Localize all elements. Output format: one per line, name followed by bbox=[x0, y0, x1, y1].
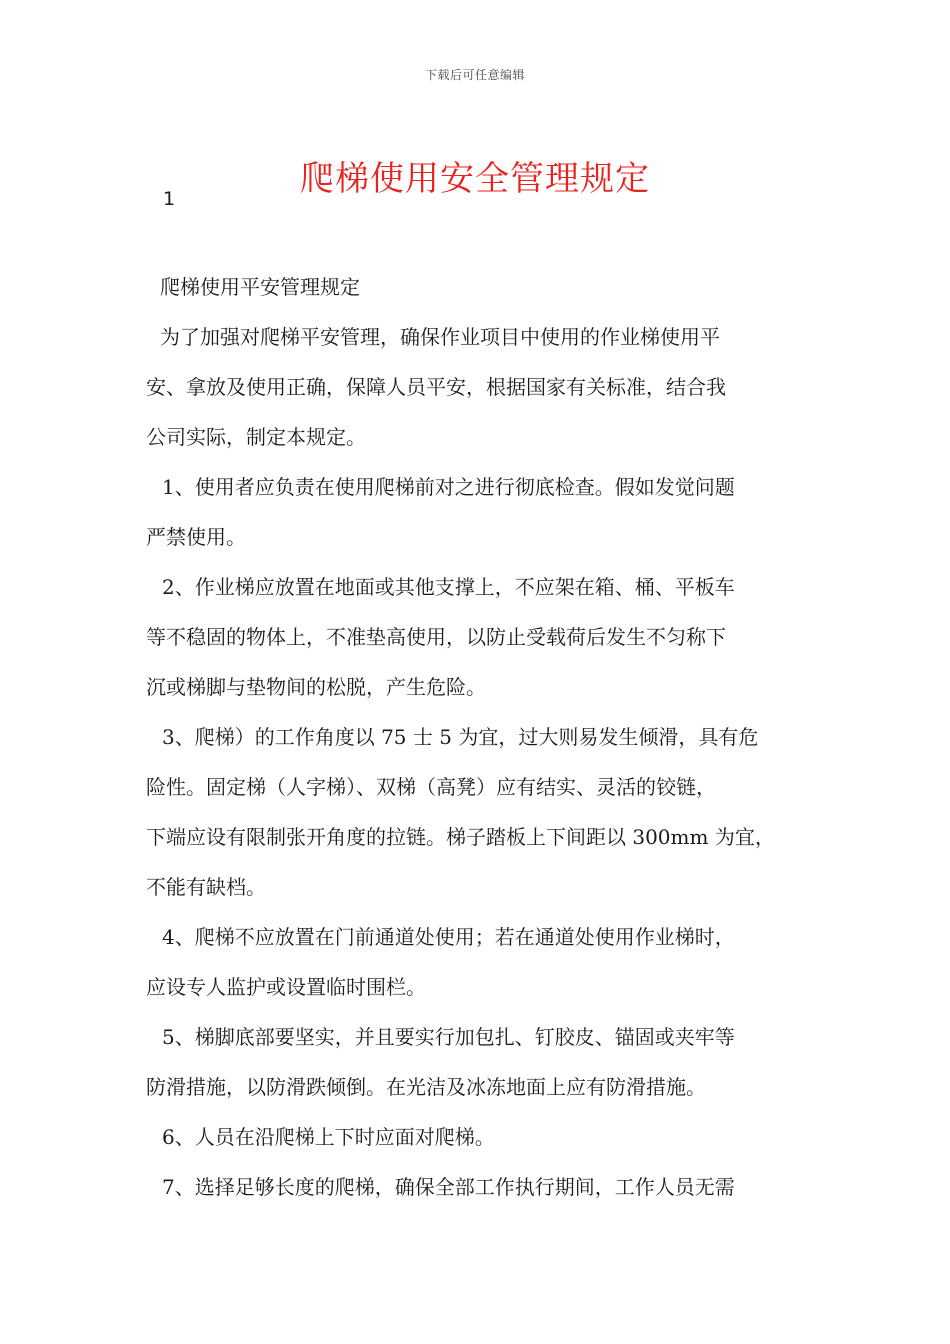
rule-3-line: 3、爬梯）的工作角度以 75 士 5 为宜，过大则易发生倾滑，具有危 bbox=[162, 725, 759, 749]
document-title: 爬梯使用安全管理规定 bbox=[300, 158, 650, 199]
rule-3-line: 险性。固定梯（人字梯）、双梯（高凳）应有结实、灵活的铰链， bbox=[146, 775, 716, 799]
rule-1-line: 严禁使用。 bbox=[146, 525, 246, 549]
document-body bbox=[146, 262, 826, 1212]
rule-5-line: 防滑措施，以防滑跌倾倒。在光洁及冰冻地面上应有防滑措施。 bbox=[146, 1075, 706, 1099]
rule-7-line: 7、选择足够长度的爬梯，确保全部工作执行期间，工作人员无需 bbox=[162, 1175, 735, 1199]
header-note: 下载后可任意编辑 bbox=[424, 68, 525, 82]
rule-2-line: 等不稳固的物体上，不准垫高使用，以防止受载荷后发生不匀称下 bbox=[146, 625, 726, 649]
rule-3-line: 不能有缺档。 bbox=[146, 875, 266, 899]
rule-6-line: 6、人员在沿爬梯上下时应面对爬梯。 bbox=[162, 1125, 495, 1149]
intro-line: 公司实际，制定本规定。 bbox=[146, 425, 366, 449]
rule-2-line: 2、作业梯应放置在地面或其他支撑上，不应架在箱、桶、平板车 bbox=[162, 575, 735, 599]
rule-2-line: 沉或梯脚与垫物间的松脱，产生危险。 bbox=[146, 675, 486, 699]
intro-line: 安、拿放及使用正确，保障人员平安，根据国家有关标准，结合我 bbox=[146, 375, 726, 399]
rule-5-line: 5、梯脚底部要坚实，并且要实行加包扎、钉胶皮、锚固或夹牢等 bbox=[162, 1025, 735, 1049]
rule-3-line: 下端应设有限制张开角度的拉链。梯子踏板上下间距以 300mm 为宜， bbox=[146, 825, 775, 849]
intro-line: 为了加强对爬梯平安管理，确保作业项目中使用的作业梯使用平 bbox=[160, 325, 720, 349]
page-number: 1 bbox=[163, 188, 176, 210]
subtitle-line: 爬梯使用平安管理规定 bbox=[160, 275, 360, 299]
rule-4-line: 应设专人监护或设置临时围栏。 bbox=[146, 975, 426, 999]
rule-4-line: 4、爬梯不应放置在门前通道处使用；若在通道处使用作业梯时， bbox=[162, 925, 735, 949]
rule-1-line: 1、使用者应负责在使用爬梯前对之进行彻底检查。假如发觉问题 bbox=[162, 475, 735, 499]
